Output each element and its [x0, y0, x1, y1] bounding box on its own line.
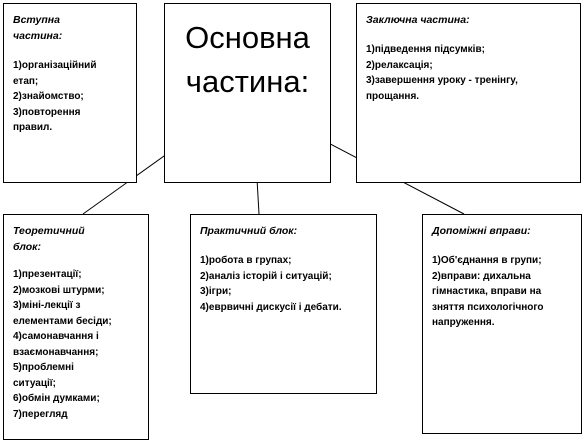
theory-item: 2)мозкові штурми; [13, 284, 105, 296]
theory-title-line2: блок: [13, 241, 41, 253]
intro-box [3, 3, 137, 183]
theory-item: взаємонавчання; [13, 346, 99, 358]
intro-item: етап; [13, 75, 39, 87]
final-item: 3)завершення уроку - тренінгу, [366, 75, 518, 86]
main-part-title-line1: Основна [185, 20, 310, 55]
theory-box [3, 214, 149, 440]
theory-item: 6)обмін думками; [13, 393, 100, 404]
intro-item: 3)повторення [13, 106, 81, 118]
intro-item: 2)знайомство; [13, 91, 84, 102]
practice-title: Практичний блок: [200, 225, 298, 237]
theory-item: 1)презентації; [13, 269, 82, 280]
theory-title-line1: Теоретичний [13, 225, 85, 237]
practice-item: 4)еврвичні дискусії і дебати. [200, 301, 342, 313]
final-box [356, 3, 581, 183]
intro-item: правил. [13, 122, 53, 133]
intro-title-line2: частина: [13, 30, 63, 42]
theory-item: елементами бесіди; [13, 315, 112, 327]
final-item: 2)релаксація; [366, 59, 433, 71]
intro-title-line1: Вступна [13, 14, 60, 26]
aux-item: напруження. [432, 317, 495, 328]
practice-item: 1)робота в групах; [200, 255, 292, 266]
practice-box [190, 214, 377, 394]
practice-item: 2)аналіз історій і ситуацій; [200, 270, 332, 282]
aux-item: 1)Об'єднання в групи; [432, 255, 542, 266]
aux-title: Допоміжні вправи: [432, 225, 531, 237]
final-item: 1)підведення підсумків; [366, 44, 485, 55]
final-title: Заключна частина: [366, 14, 470, 26]
final-item: прощання. [366, 90, 420, 102]
aux-item: 2)вправи: дихальна [432, 270, 531, 282]
theory-item: 7)перегляд [13, 408, 68, 420]
theory-item: 4)самонавчання і [13, 331, 99, 342]
aux-item: гімнастика, вправи на [432, 286, 542, 297]
intro-item: 1)організаційний [13, 60, 97, 71]
practice-item: 3)ігри; [200, 286, 232, 297]
theory-item: ситуації; [13, 377, 56, 389]
theory-item: 5)проблемні [13, 362, 74, 373]
main-part-box [164, 3, 331, 183]
main-part-title-line2: частина: [185, 64, 310, 99]
aux-item: зняття психологічного [432, 301, 544, 313]
theory-item: 3)міні-лекції з [13, 300, 81, 311]
aux-exercises-box [422, 214, 582, 434]
